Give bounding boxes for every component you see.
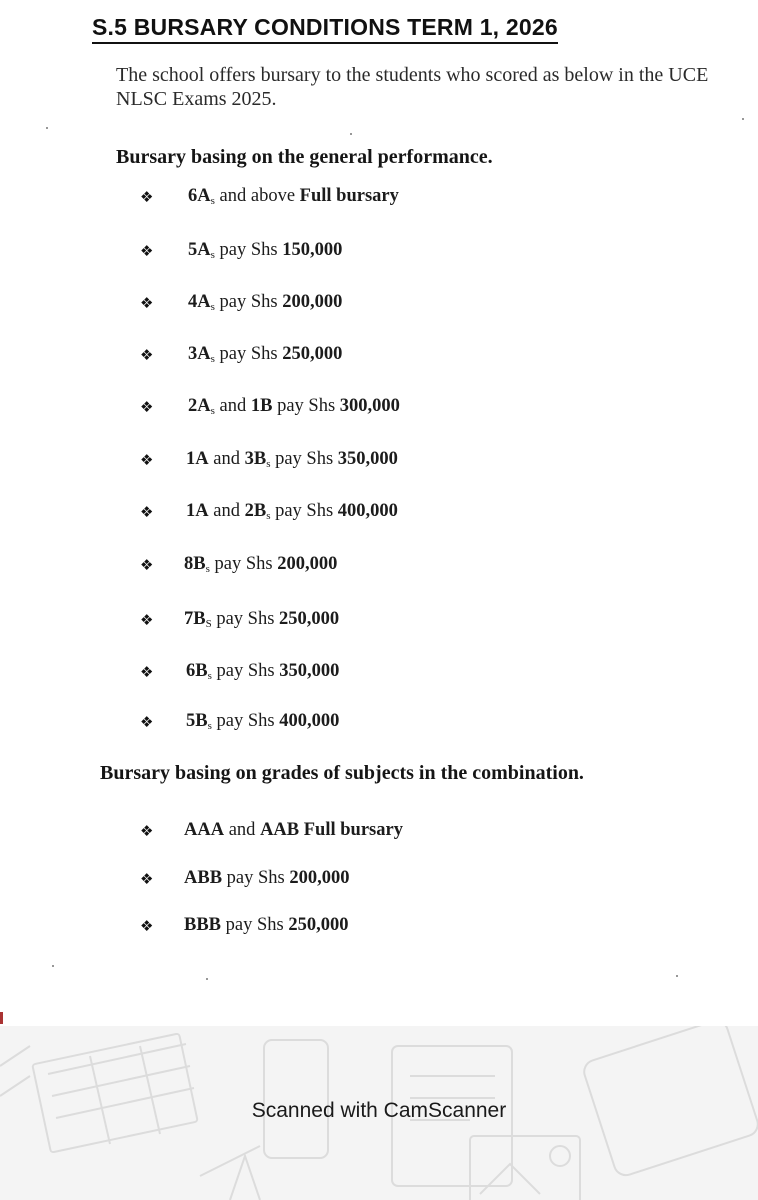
payment-amount: 200,000	[289, 868, 350, 888]
plural-subscript: s	[210, 195, 215, 207]
grade-text: 4A	[188, 292, 211, 312]
four-diamond-bullet-icon: ❖	[140, 870, 154, 888]
plural-subscript: s	[210, 249, 215, 261]
grade-text: ABB	[184, 868, 223, 888]
grade-text: 8B	[184, 554, 206, 574]
payment-amount: 150,000	[282, 240, 343, 260]
plural-subscript: s	[207, 670, 212, 682]
payment-amount: 400,000	[337, 501, 398, 521]
connector-text: pay Shs	[211, 609, 275, 629]
connector-text: pay Shs	[211, 661, 275, 681]
connector-text: pay Shs	[214, 344, 278, 364]
grade-text: AAA	[184, 820, 225, 840]
grade-text: 2A	[188, 396, 211, 416]
plural-subscript: s	[210, 353, 215, 365]
payment-amount: 250,000	[279, 609, 340, 629]
scanned-with-camscanner-label: Scanned with CamScanner	[251, 1099, 507, 1122]
grade-text: 3B	[244, 449, 267, 469]
plural-subscript: s	[266, 458, 271, 470]
bursary-item	[186, 711, 339, 732]
connector-text: pay Shs	[214, 292, 278, 312]
bursary-item	[188, 292, 342, 313]
four-diamond-bullet-icon: ❖	[140, 611, 154, 629]
bursary-item	[188, 396, 400, 417]
grade-text: 3A	[188, 344, 211, 364]
connector-text: and above	[214, 186, 296, 206]
payment-amount: 250,000	[282, 344, 343, 364]
four-diamond-bullet-icon: ❖	[140, 451, 154, 469]
connector-text: pay Shs	[221, 915, 284, 935]
plural-subscript: S	[205, 618, 212, 630]
bursary-item	[184, 915, 348, 936]
payment-amount: 300,000	[339, 396, 400, 416]
payment-amount: 350,000	[337, 449, 398, 469]
four-diamond-bullet-icon: ❖	[140, 398, 154, 416]
four-diamond-bullet-icon: ❖	[140, 663, 154, 681]
plural-subscript: s	[207, 720, 212, 732]
bursary-item	[188, 344, 342, 365]
scan-speck	[52, 965, 54, 967]
plural-subscript: s	[210, 405, 215, 417]
payment-amount: 400,000	[279, 711, 340, 731]
connector-text: pay Shs	[209, 554, 273, 574]
bursary-item	[186, 661, 339, 682]
plural-subscript: s	[210, 301, 215, 313]
connector-text: pay Shs	[222, 868, 285, 888]
combination-heading: Bursary basing on grades of subjects in the combination.	[100, 762, 584, 784]
scan-speck	[742, 118, 744, 120]
four-diamond-bullet-icon: ❖	[140, 503, 154, 521]
grade-text: 5A	[188, 240, 211, 260]
grade-text: 1B	[250, 396, 273, 416]
scan-edge-mark	[0, 1012, 3, 1024]
scan-speck	[350, 133, 352, 135]
bursary-item	[184, 609, 339, 630]
connector-text: pay Shs	[214, 240, 278, 260]
four-diamond-bullet-icon: ❖	[140, 294, 154, 312]
grade-text: 6A	[188, 186, 211, 206]
general-performance-heading: Bursary basing on the general performance.	[116, 146, 493, 168]
grade-text: 7B	[184, 609, 206, 629]
four-diamond-bullet-icon: ❖	[140, 917, 154, 935]
bursary-item	[184, 868, 350, 889]
connector-text: pay Shs	[211, 711, 275, 731]
connector-text: and	[208, 449, 245, 469]
four-diamond-bullet-icon: ❖	[140, 713, 154, 731]
payment-amount: 350,000	[279, 661, 340, 681]
payment-amount: 200,000	[282, 292, 343, 312]
four-diamond-bullet-icon: ❖	[140, 188, 154, 206]
grade-text: 1A	[186, 449, 209, 469]
bursary-item	[186, 449, 398, 470]
grade-text: 6B	[186, 661, 208, 681]
intro-paragraph: The school offers bursary to the students who scored as below in the UCE NLSC Exams 2025.	[116, 64, 709, 110]
document-title: S.5 BURSARY CONDITIONS TERM 1, 2026	[92, 14, 558, 44]
payment-amount: 250,000	[288, 915, 349, 935]
grade-text: 1A	[186, 501, 209, 521]
four-diamond-bullet-icon: ❖	[140, 346, 154, 364]
connector-text: pay Shs	[272, 396, 336, 416]
connector-text: pay Shs	[270, 449, 334, 469]
bursary-item	[188, 240, 342, 261]
grade-text: 5B	[186, 711, 208, 731]
plural-subscript: s	[266, 510, 271, 522]
payment-amount: Full bursary	[303, 820, 403, 840]
four-diamond-bullet-icon: ❖	[140, 242, 154, 260]
grade-text: AAB	[260, 820, 300, 840]
connector-text: pay Shs	[270, 501, 334, 521]
bursary-item	[184, 554, 337, 575]
grade-text: 2B	[244, 501, 267, 521]
bursary-item	[188, 186, 399, 207]
four-diamond-bullet-icon: ❖	[140, 556, 154, 574]
plural-subscript: s	[205, 563, 210, 575]
four-diamond-bullet-icon: ❖	[140, 822, 154, 840]
bursary-item	[186, 501, 398, 522]
connector-text: and	[208, 501, 245, 521]
connector-text: and	[224, 820, 261, 840]
bursary-item	[184, 820, 403, 841]
payment-amount: Full bursary	[299, 186, 399, 206]
payment-amount: 200,000	[277, 554, 338, 574]
scan-speck	[676, 975, 678, 977]
grade-text: BBB	[184, 915, 222, 935]
connector-text: and	[214, 396, 251, 416]
scan-speck	[46, 127, 48, 129]
scan-speck	[206, 978, 208, 980]
